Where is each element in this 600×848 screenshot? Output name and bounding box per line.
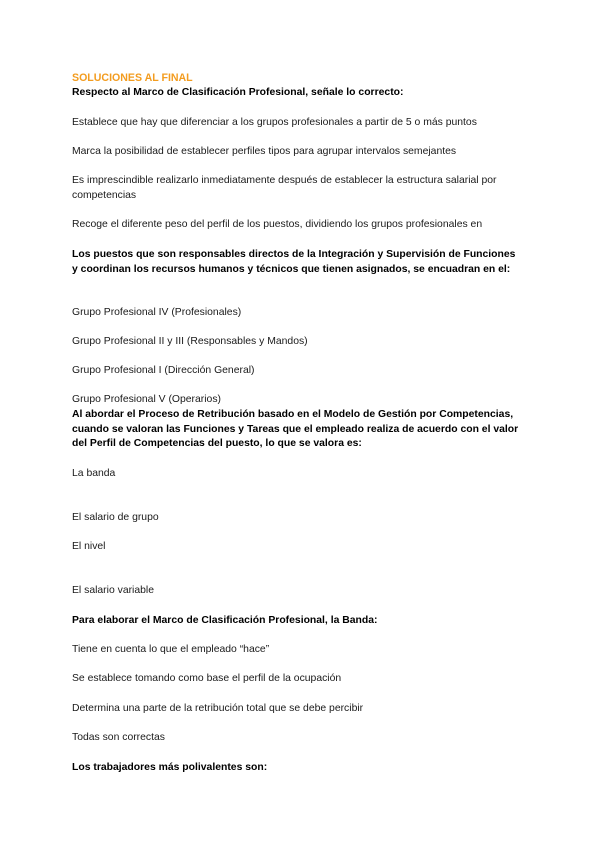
q3-option-3: El nivel <box>72 541 106 552</box>
q4-option-3: Determina una parte de la retribución total que se debe percibir <box>72 703 364 714</box>
question-4: Para elaborar el Marco de Clasificación Profesional, la Banda: <box>72 615 378 626</box>
q3-option-1: La banda <box>72 468 116 479</box>
question-5: Los trabajadores más polivalentes son: <box>72 762 268 773</box>
q1-option-1: Establece que hay que diferenciar a los grupos profesionales a partir de 5 o más puntos <box>72 117 477 128</box>
q4-option-1: Tiene en cuenta lo que el empleado “hace” <box>72 644 270 655</box>
question-1: Respecto al Marco de Clasificación Profesional, señale lo correcto: <box>72 87 404 98</box>
q1-option-4: Recoge el diferente peso del perfil de los puestos, dividiendo los grupos profesionales en <box>72 219 483 230</box>
q4-option-2: Se establece tomando como base el perfil de la ocupación <box>72 673 342 684</box>
q1-option-2: Marca la posibilidad de establecer perfiles tipos para agrupar intervalos semejantes <box>72 146 457 157</box>
q2-option-4: Grupo Profesional V (Operarios) <box>72 394 221 405</box>
q1-option-3: Es imprescindible realizarlo inmediatamente después de establecer la estructura salarial por competencias <box>72 175 497 201</box>
question-2: Los puestos que son responsables directos de la Integración y Supervisión de Funciones y coordinan los recursos humanos y técnicos que tienen asignados, se encuadran en el: <box>72 249 516 275</box>
question-3: Al abordar el Proceso de Retribución basado en el Modelo de Gestión por Competencias, cuando se valoran las Funciones y Tareas que el empleado realiza de acuerdo con el valor del Perfil de Competencias del puesto, lo que se valora es: <box>72 409 519 449</box>
q2-option-3: Grupo Profesional I (Dirección General) <box>72 365 255 376</box>
q2-option-2: Grupo Profesional II y III (Responsables y Mandos) <box>72 336 308 347</box>
q3-option-4: El salario variable <box>72 585 155 596</box>
solutions-header: SOLUCIONES AL FINAL <box>72 72 193 84</box>
q4-option-4: Todas son correctas <box>72 732 165 743</box>
q3-option-2: El salario de grupo <box>72 512 159 523</box>
q2-option-1: Grupo Profesional IV (Profesionales) <box>72 307 242 318</box>
